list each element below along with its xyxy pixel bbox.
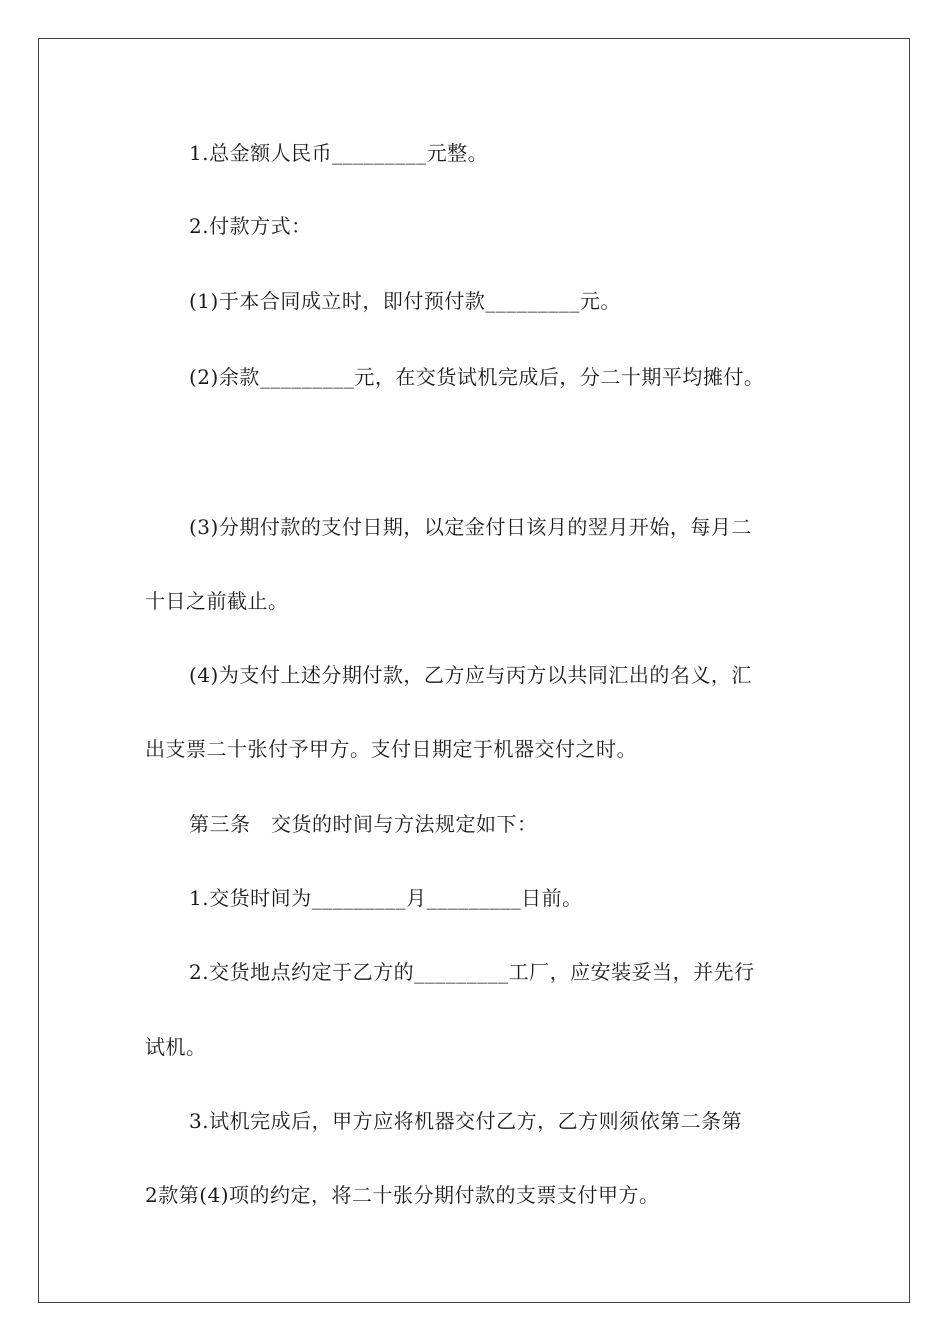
paragraph-cheques: (4)为支付上述分期付款，乙方应与丙方以共同汇出的名义，汇 — [189, 663, 752, 687]
paragraph-delivery-time: 1.交货时间为_________月_________日前。 — [189, 886, 583, 910]
paragraph-installment-date-cont: 十日之前截止。 — [145, 589, 289, 613]
paragraph-payment-method: 2.付款方式： — [189, 214, 312, 238]
paragraph-handover: 3.试机完成后，甲方应将机器交付乙方，乙方则须依第二条第 — [189, 1109, 743, 1133]
paragraph-delivery-place-cont: 试机。 — [145, 1035, 207, 1059]
paragraph-delivery-place: 2.交货地点约定于乙方的_________工厂，应安装妥当，并先行 — [189, 960, 755, 984]
paragraph-handover-cont: 2款第(4)项的约定，将二十张分期付款的支票支付甲方。 — [145, 1183, 660, 1207]
paragraph-cheques-cont: 出支票二十张付予甲方。支付日期定于机器交付之时。 — [145, 737, 637, 761]
paragraph-balance: (2)余款_________元，在交货试机完成后，分二十期平均摊付。 — [189, 365, 765, 389]
paragraph-installment-date: (3)分期付款的支付日期，以定金付日该月的翌月开始，每月二 — [189, 515, 752, 539]
article-three-heading: 第三条 交货的时间与方法规定如下： — [189, 812, 538, 836]
paragraph-prepayment: (1)于本合同成立时，即付预付款_________元。 — [189, 289, 621, 313]
paragraph-total-amount: 1.总金额人民币_________元整。 — [189, 141, 489, 165]
